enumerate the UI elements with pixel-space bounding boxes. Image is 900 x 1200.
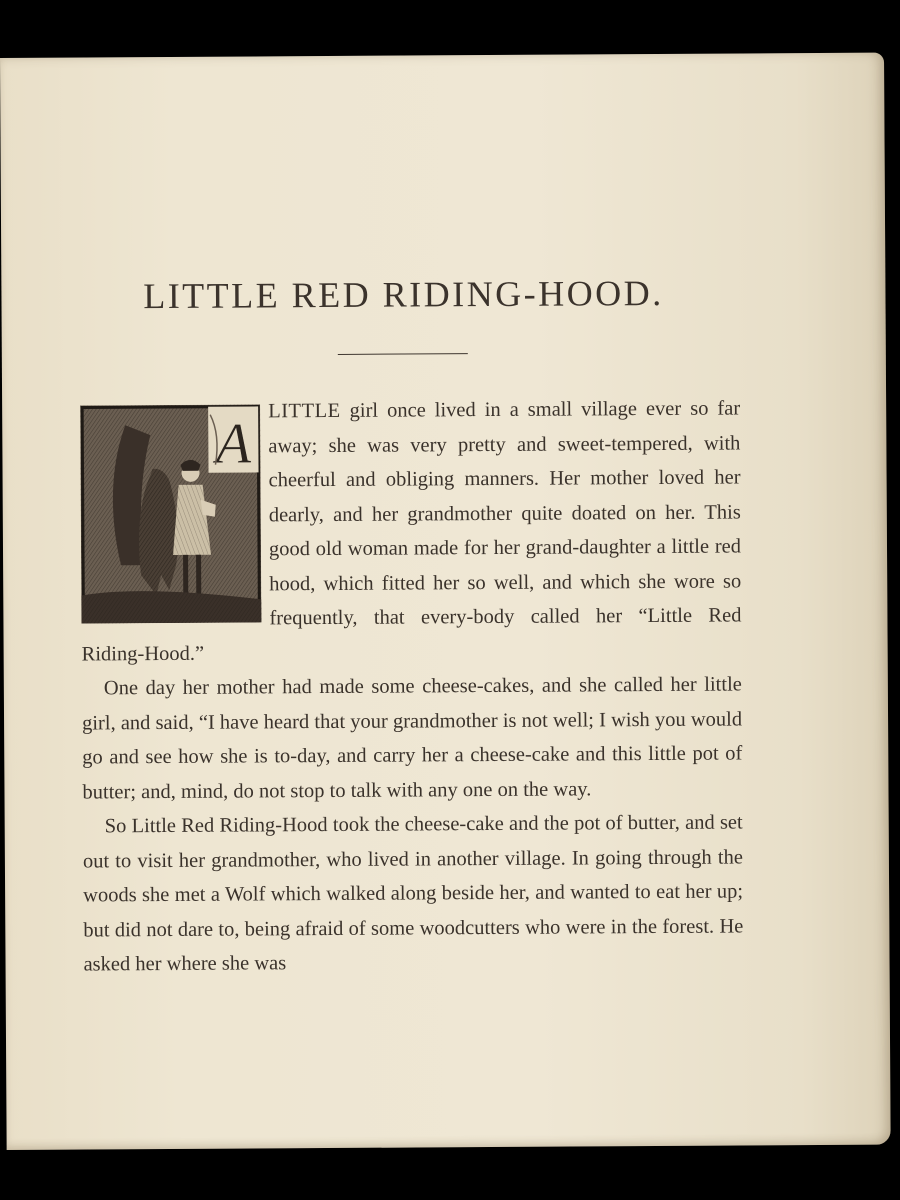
book-page xyxy=(0,53,891,1150)
paragraph-1-lead: LITTLE xyxy=(268,399,341,423)
paragraph-1-text: girl once lived in a small village ever so far away; she was very pretty and sweet-tempered, with cheerful and obliging manners. Her mother loved her dearly, and her grandmother quite doated on her. This good old woman made for her grand-daughter a little red hood, which fitted her so well, and which she wore so frequently, that every-body called her “Little Red Riding-Hood.” xyxy=(81,397,742,666)
wolf-and-girl-engraving-icon xyxy=(80,404,261,623)
paragraph-2: One day her mother had made some cheese-cakes, and she called her little girl, and said, “I have heard that your grandmother is not well; I wish you would go and see how she is to-day, and carry her a cheese-cake and this little pot of butter; and, mind, do not stop to talk with any one on the way. xyxy=(81,673,743,804)
page-title: LITTLE RED RIDING-HOOD. xyxy=(143,272,664,317)
story-text xyxy=(80,391,744,982)
paragraph-3: So Little Red Riding-Hood took the cheese-cake and the pot of butter, and set out to visit her grandmother, who lived in another village. In going through the woods she met a Wolf which walked along beside her, and wanted to eat her up; but did not dare to, being afraid of some woodcutters who were in the forest. He asked her where she was xyxy=(82,811,744,976)
title-rule xyxy=(338,353,468,355)
ornamental-initial: A xyxy=(215,410,252,476)
